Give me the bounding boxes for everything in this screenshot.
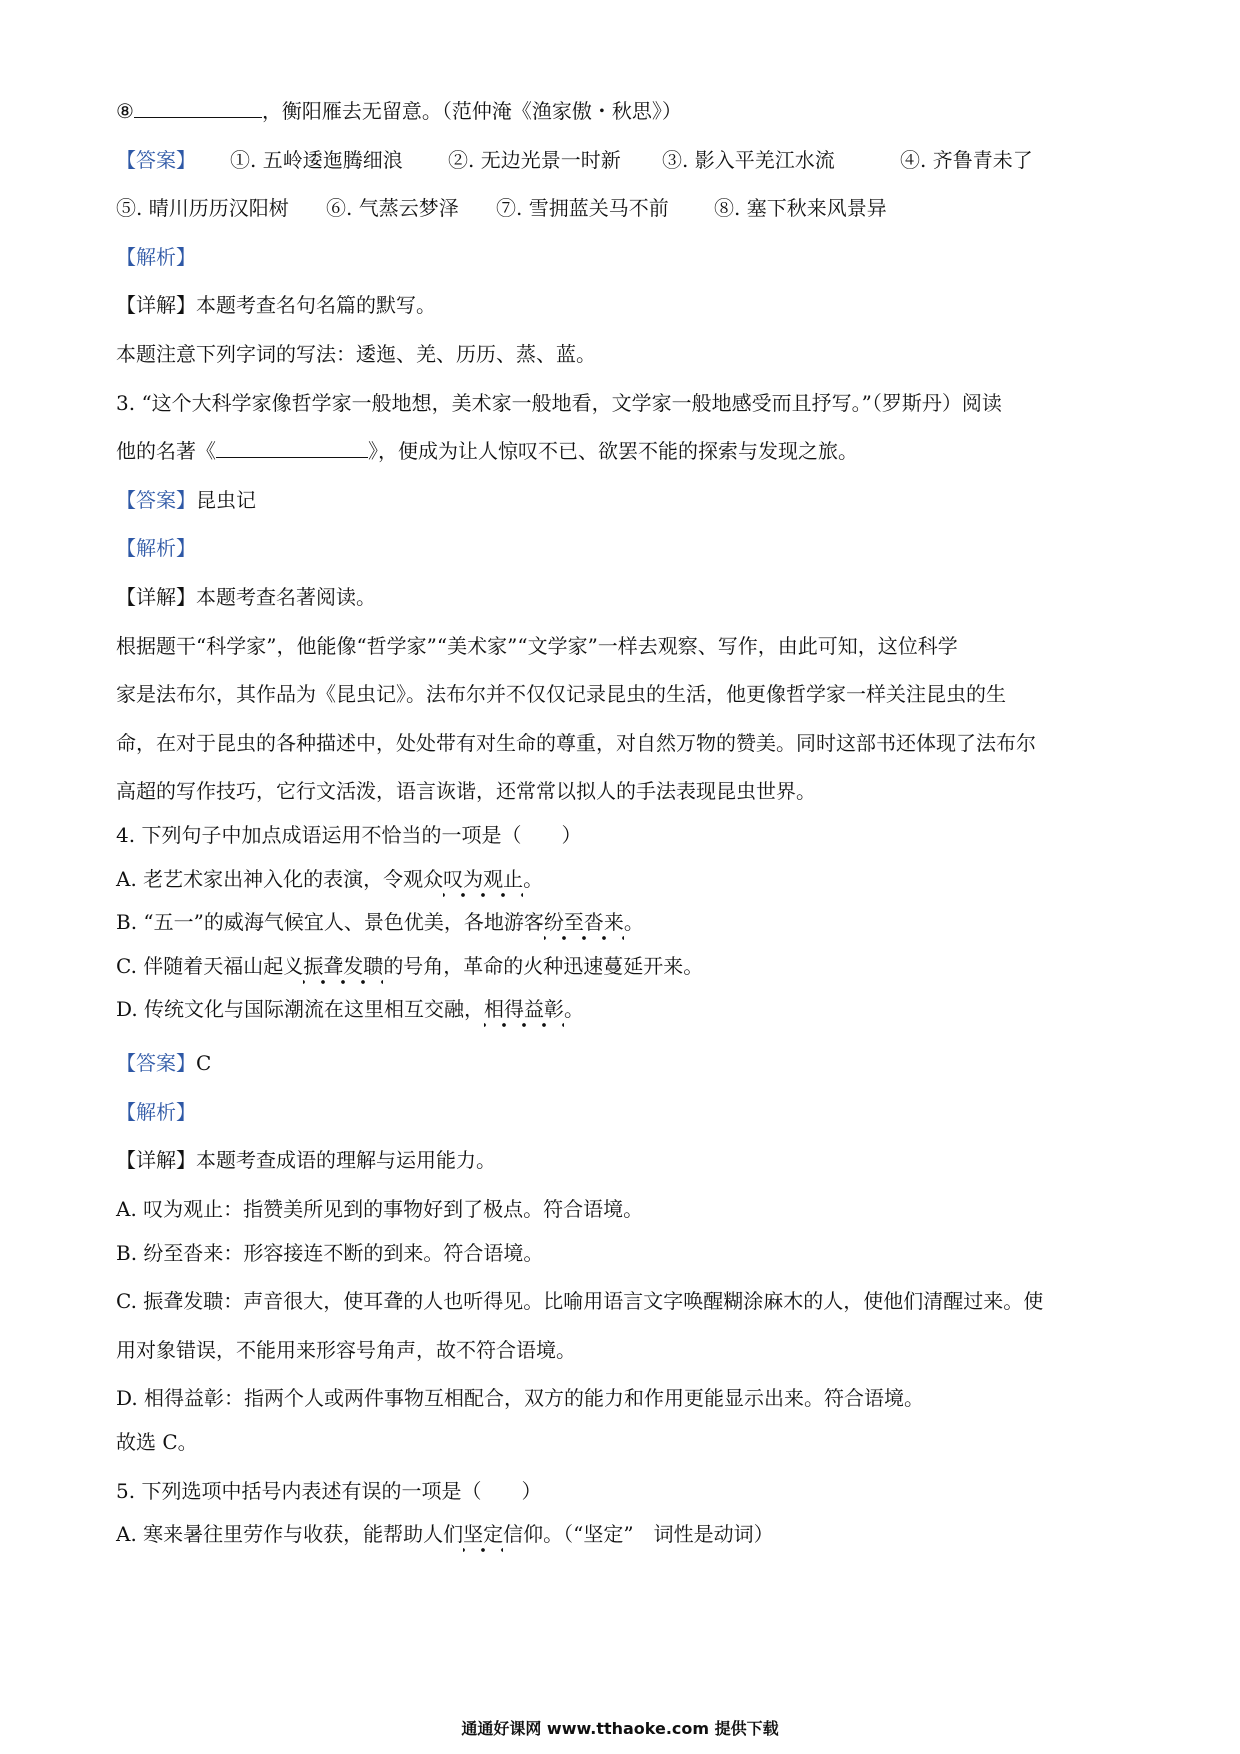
q4-answer bbox=[116, 1050, 1126, 1076]
document-page bbox=[116, 98, 1126, 1547]
q2-blank-line bbox=[116, 98, 1126, 124]
dotted-idiom: 纷至沓来 bbox=[544, 910, 624, 941]
q2-answer-row-2 bbox=[116, 195, 1126, 221]
option-text: 信仰。（“坚定” 词性是动词） bbox=[503, 1522, 774, 1547]
q4-option-c bbox=[116, 953, 1126, 979]
option-text: C. 伴随着天福山起义 bbox=[116, 953, 304, 978]
answer-blank[interactable] bbox=[216, 439, 368, 458]
analysis-tag: 【解析】 bbox=[116, 536, 196, 561]
explanation-line: 用对象错误，不能用来形容号角声，故不符合语境。 bbox=[116, 1337, 576, 1362]
option-text: B. “五一”的威海气候宜人、景色优美，各地游客 bbox=[116, 910, 544, 935]
page-footer: 通通好课网 www.tthaoke.com 提供下载 bbox=[461, 1719, 779, 1738]
dotted-idiom: 叹为观止 bbox=[443, 867, 523, 898]
option-text: 。 bbox=[523, 866, 544, 891]
detail-line: 【详解】本题考查名句名篇的默写。 bbox=[116, 293, 436, 318]
answer-item: ⑧. 塞下秋来风景异 bbox=[714, 196, 887, 221]
q4-option-d bbox=[116, 996, 1126, 1022]
answer-item: ①. 五岭逶迤腾细浪 bbox=[230, 147, 403, 172]
stem-text: 他的名著《 bbox=[116, 439, 216, 464]
answer-item: ⑤. 晴川历历汉阳树 bbox=[116, 196, 289, 221]
answer-text: 昆虫记 bbox=[196, 487, 256, 512]
answer-tag: 【答案】 bbox=[116, 487, 196, 512]
explanation-line: D. 相得益彰：指两个人或两件事物互相配合，双方的能力和作用更能显示出来。符合语境。 bbox=[116, 1386, 925, 1411]
explanation-line: A. 叹为观止：指赞美所见到的事物好到了极点。符合语境。 bbox=[116, 1197, 644, 1222]
paragraph-line: 命，在对于昆虫的各种描述中，处处带有对生命的尊重，对自然万物的赞美。同时这部书还体现了法布尔 bbox=[116, 730, 1036, 755]
answer-item: ④. 齐鲁青未了 bbox=[900, 147, 1033, 172]
stem-text: 》，便成为让人惊叹不已、欲罢不能的探索与发现之旅。 bbox=[368, 439, 858, 464]
answer-item: ⑦. 雪拥蓝关马不前 bbox=[496, 196, 669, 221]
q5-option-a bbox=[116, 1521, 1126, 1547]
detail-line: 【详解】本题考查成语的理解与运用能力。 bbox=[116, 1148, 496, 1173]
option-text: D. 传统文化与国际潮流在这里相互交融， bbox=[116, 997, 485, 1022]
dotted-idiom: 相得益彰 bbox=[484, 997, 564, 1028]
note-line: 本题注意下列字词的写法：逶迤、羌、历历、蒸、蓝。 bbox=[116, 341, 596, 366]
q2-answer-row-1 bbox=[116, 147, 1126, 173]
blank-suffix: ，衡阳雁去无留意。（范仲淹《渔家傲・秋思》） bbox=[261, 99, 682, 123]
paragraph-line: 高超的写作技巧，它行文活泼，语言诙谐，还常常以拟人的手法表现昆虫世界。 bbox=[116, 779, 816, 804]
answer-tag: 【答案】 bbox=[116, 1051, 196, 1076]
q3-stem-line-1: 3. “这个大科学家像哲学家一般地想，美术家一般地看，文学家一般地感受而且抒写。”（罗斯丹）阅读 bbox=[116, 390, 1002, 415]
dotted-idiom: 振聋发聩 bbox=[303, 954, 383, 985]
q3-stem-line-2 bbox=[116, 438, 1126, 464]
answer-item: ⑥. 气蒸云梦泽 bbox=[326, 196, 459, 221]
answer-blank[interactable] bbox=[134, 99, 262, 118]
option-text: 的号角，革命的火种迅速蔓延开来。 bbox=[383, 953, 704, 978]
answer-text: C bbox=[196, 1051, 212, 1076]
dotted-word: 坚定 bbox=[463, 1522, 503, 1553]
conclusion-line: 故选 C。 bbox=[116, 1430, 198, 1455]
option-text: 。 bbox=[623, 910, 644, 935]
paragraph-line: 家是法布尔，其作品为《昆虫记》。法布尔并不仅仅记录昆虫的生活，他更像哲学家一样关注昆虫的生 bbox=[116, 682, 1006, 707]
q4-option-a bbox=[116, 866, 1126, 892]
item-number: ⑧ bbox=[116, 99, 134, 123]
option-text: A. 老艺术家出神入化的表演，令观众 bbox=[116, 866, 444, 891]
answer-item: ③. 影入平羌江水流 bbox=[662, 147, 835, 172]
answer-tag: 【答案】 bbox=[116, 147, 196, 172]
q5-stem: 5. 下列选项中括号内表述有误的一项是（ ） bbox=[116, 1478, 542, 1503]
q4-option-b bbox=[116, 909, 1126, 935]
analysis-tag: 【解析】 bbox=[116, 1099, 196, 1124]
paragraph-line: 根据题干“科学家”，他能像“哲学家”“美术家”“文学家”一样去观察、写作，由此可知，这位科学 bbox=[116, 633, 958, 658]
explanation-line: C. 振聋发聩：声音很大，使耳聋的人也听得见。比喻用语言文字唤醒糊涂麻木的人，使他们清醒过来。使 bbox=[116, 1289, 1044, 1314]
detail-line: 【详解】本题考查名著阅读。 bbox=[116, 584, 376, 609]
q3-answer bbox=[116, 487, 1126, 513]
q4-stem: 4. 下列句子中加点成语运用不恰当的一项是（ ） bbox=[116, 822, 582, 847]
answer-item: ②. 无边光景一时新 bbox=[448, 147, 621, 172]
analysis-tag: 【解析】 bbox=[116, 244, 196, 269]
option-text: A. 寒来暑往里劳作与收获，能帮助人们 bbox=[116, 1522, 464, 1547]
option-text: 。 bbox=[564, 997, 585, 1022]
explanation-line: B. 纷至沓来：形容接连不断的到来。符合语境。 bbox=[116, 1240, 544, 1265]
